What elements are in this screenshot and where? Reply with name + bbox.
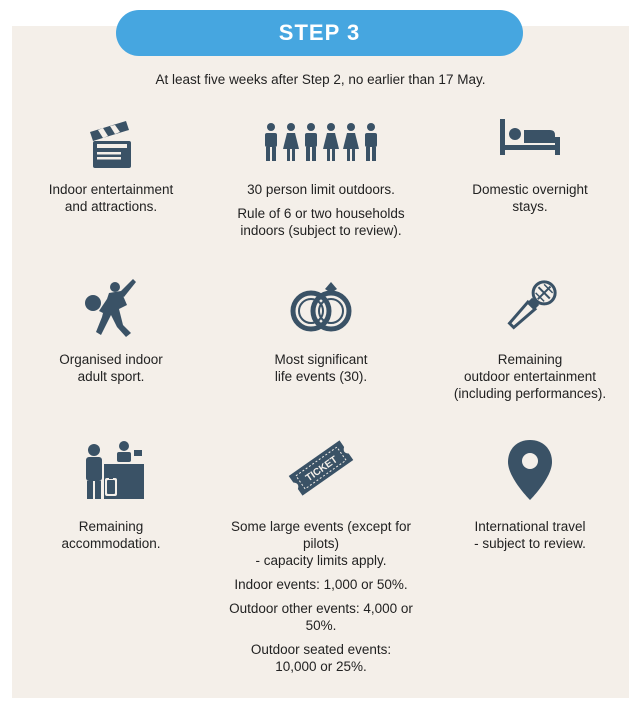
item-text	[216, 518, 426, 682]
clapperboard-icon	[6, 115, 216, 175]
item-line: Organised indoor adult sport.	[59, 352, 163, 384]
item-line: Remaining accommodation.	[61, 519, 161, 551]
item-text	[425, 181, 635, 222]
step-title: STEP 3	[278, 20, 361, 45]
group-people-icon	[216, 115, 426, 175]
item-line: Outdoor other events: 4,000 or 50%.	[229, 601, 413, 633]
step-banner	[116, 10, 523, 56]
item-line: 30 person limit outdoors.	[247, 182, 395, 197]
item-line: Outdoor seated events: 10,000 or 25%.	[250, 642, 392, 674]
ticket-icon	[216, 438, 426, 502]
item-line: Indoor events: 1,000 or 50%.	[234, 577, 408, 592]
ticket-label: TICKET	[303, 454, 340, 485]
step-subtitle: At least five weeks after Step 2, no earlier than 17 May.	[155, 72, 486, 87]
item-line: Most significant life events (30).	[274, 352, 368, 384]
item-text	[6, 518, 216, 559]
item-line: Remaining outdoor entertainment (including performances).	[453, 352, 607, 401]
item-text	[425, 351, 635, 409]
microphone-icon	[425, 275, 635, 339]
location-pin-icon	[425, 438, 635, 502]
item-text	[425, 518, 635, 559]
item-line: International travel - subject to review.	[474, 519, 586, 551]
item-text	[216, 351, 426, 392]
item-line: Indoor entertainment and attractions.	[48, 182, 174, 214]
item-text	[216, 181, 426, 246]
item-text	[6, 351, 216, 392]
item-text	[6, 181, 216, 222]
wedding-rings-icon	[216, 275, 426, 339]
item-line: Domestic overnight stays.	[472, 182, 588, 214]
sport-players-icon	[6, 275, 216, 339]
bed-icon	[425, 115, 635, 175]
item-line: Some large events (except for pilots) - capacity limits apply.	[230, 519, 412, 568]
hotel-reception-icon	[6, 438, 216, 502]
item-line: Rule of 6 or two households indoors (subject to review).	[237, 206, 405, 238]
